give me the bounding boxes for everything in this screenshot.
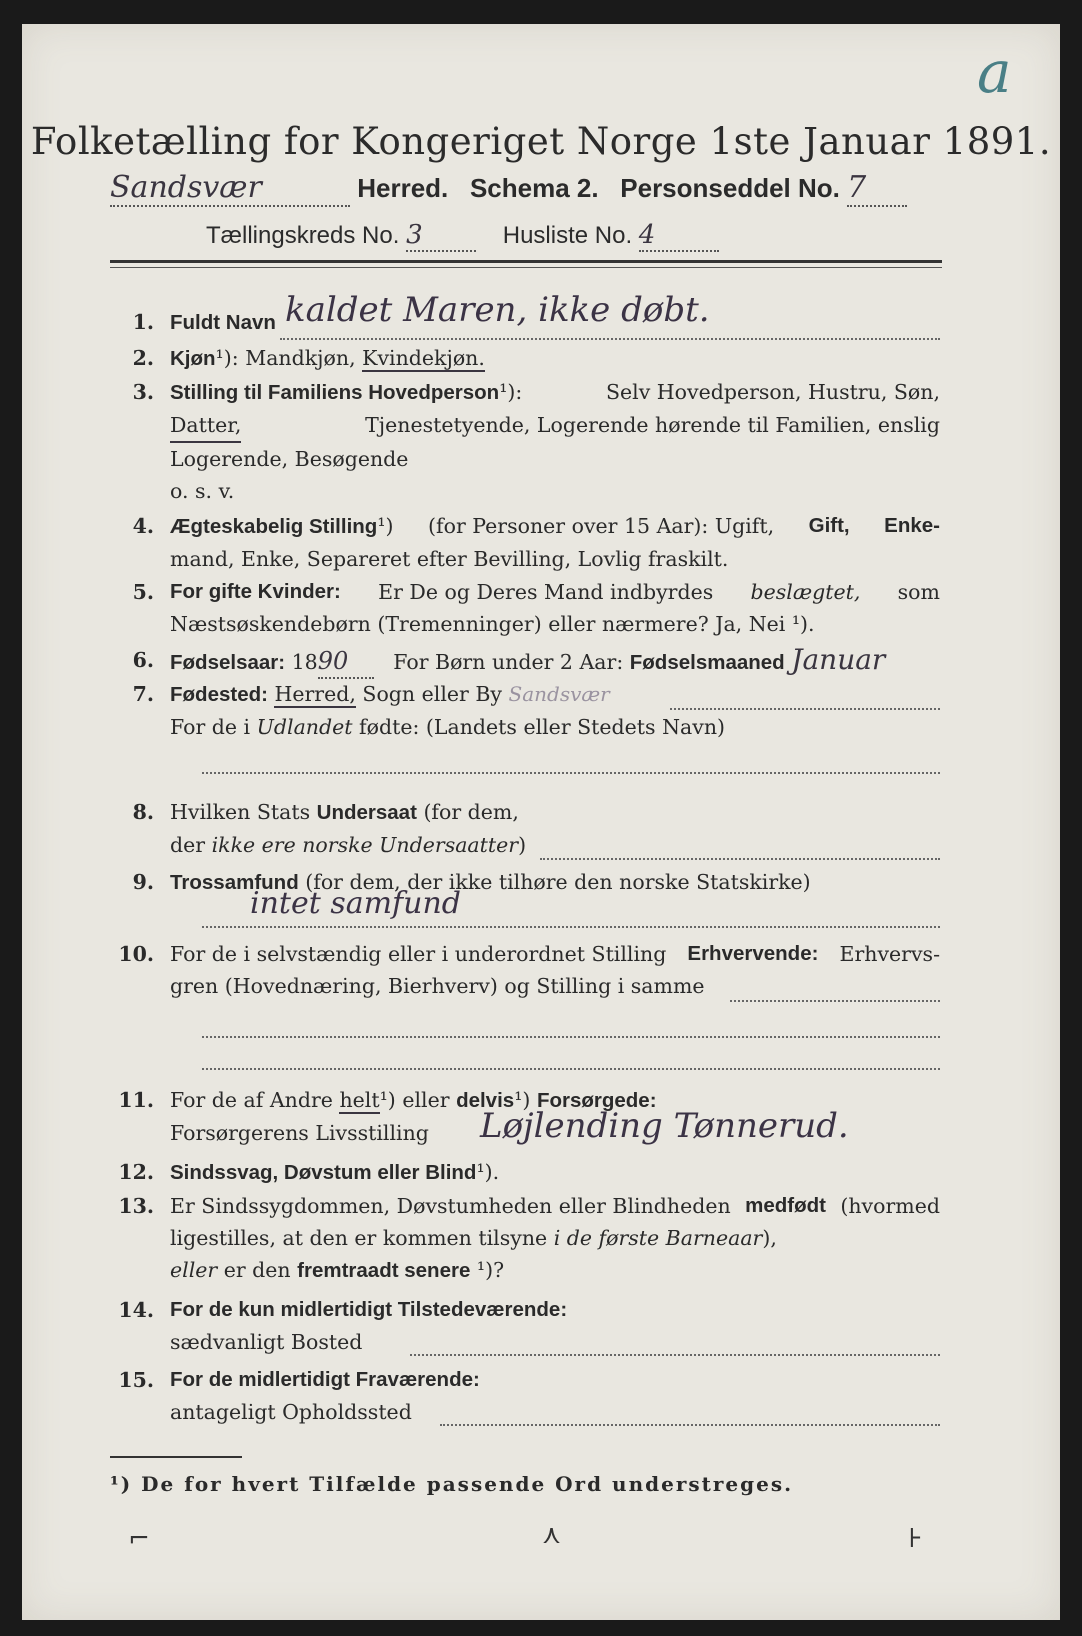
support-text-1: For de af Andre (170, 1088, 333, 1112)
birth-year-label: Fødselsaar: (170, 651, 286, 674)
support-label: Forsørgede: (536, 1089, 657, 1112)
husliste-number: 4 (639, 220, 719, 252)
kreds-label: Tællingskreds No. (206, 222, 400, 249)
married-women-text: Er De og Deres Mand indbyrdes (378, 580, 714, 604)
congenital-text-4: ), (762, 1226, 777, 1250)
married-women-options: Næstsøskendebørn (Tremenninger) eller nærmere? Ja, Nei ¹). (170, 612, 815, 636)
question-15 (110, 1364, 942, 1430)
position-options-1: Selv Hovedperson, Hustru, Søn, (605, 380, 940, 404)
birthplace-label: Fødested: (170, 683, 268, 706)
married-women-label: For gifte Kvinder: (170, 580, 341, 603)
header-row-2 (206, 220, 719, 252)
congenital-text-italic: i de første Barneaar (553, 1226, 763, 1250)
herred-name: Sandsvær (110, 170, 350, 207)
question-number: 7. (132, 682, 154, 706)
abroad-line (202, 772, 940, 774)
question-number: 6. (132, 648, 154, 672)
supporter-occupation-answer: Løjlending Tønnerud. (480, 1106, 849, 1146)
question-number: 9. (132, 870, 154, 894)
married-women-som: som (897, 580, 940, 604)
presumed-residence-label: antageligt Opholdssted (170, 1400, 412, 1424)
question-10 (110, 938, 942, 1038)
later-text-2: ¹)? (476, 1258, 505, 1282)
abroad-text-2: fødte: (Landets eller Stedets Navn) (359, 715, 726, 739)
birth-month-answer: Januar (791, 643, 886, 676)
citizenship-label-1: Hvilken Stats (170, 800, 311, 824)
question-number: 12. (118, 1160, 154, 1184)
census-form-page (22, 24, 1060, 1620)
religion-text: (for dem, der ikke tilhøre den norske Statskirke) (305, 870, 811, 894)
question-number: 3. (132, 380, 154, 404)
full-name-answer: kaldet Maren, ikke døbt. (285, 290, 710, 330)
birth-month-label: Fødselsmaaned (629, 651, 785, 674)
occupation-line-3 (202, 1068, 940, 1070)
marital-option-gift: Gift, (808, 514, 850, 537)
citizenship-label: Undersaat (316, 801, 417, 824)
position-options-4: o. s. v. (170, 479, 235, 503)
personseddel-number: 7 (847, 170, 907, 207)
religion-label: Trossamfund (170, 871, 299, 894)
support-text-2: eller (402, 1088, 450, 1112)
personseddel-label: Personseddel No. (620, 173, 840, 203)
tick-mark-center: ⋏ (542, 1520, 562, 1550)
question-number: 5. (132, 580, 154, 604)
citizenship-line (540, 858, 940, 860)
footnote-ref: ¹). (476, 1160, 500, 1184)
question-number: 14. (118, 1298, 154, 1322)
question-6 (110, 644, 942, 678)
footnote-ref: ¹) (377, 514, 394, 538)
occupation-label: Erhvervende: (687, 942, 819, 965)
occupation-line-1 (730, 1000, 940, 1002)
birth-year-answer: 90 (318, 645, 374, 679)
later-text-italic: eller (170, 1258, 218, 1282)
citizenship-text-italic: ikke ere norske Undersaatter (211, 833, 519, 857)
occupation-text-2: Erhvervs- (839, 942, 940, 966)
temporary-absent-label: For de midlertidigt Fraværende: (170, 1368, 480, 1391)
marital-options-1: (for Personer over 15 Aar): Ugift, (428, 514, 775, 538)
usual-residence-label: sædvanligt Bosted (170, 1330, 363, 1354)
birth-year-prefix: 18 (291, 650, 318, 674)
later-label: fremtraadt senere (297, 1259, 471, 1282)
tick-mark-left: ⌐ (128, 1524, 150, 1554)
schema-label: Schema 2. (469, 173, 599, 203)
footnote-ref: ¹): (499, 380, 523, 404)
form-title: Folketælling for Kongeriget Norge 1ste Januar 1891. (30, 120, 1052, 163)
congenital-text-2: (hvormed (840, 1194, 940, 1218)
question-number: 4. (132, 514, 154, 538)
sex-option-male: Mandkjøn, (245, 346, 356, 370)
footnote-ref: ¹) (514, 1088, 531, 1112)
question-3 (110, 376, 942, 506)
header-rule (110, 260, 942, 263)
full-name-label: Fuldt Navn (170, 311, 276, 334)
question-13 (110, 1190, 942, 1290)
husliste-label: Husliste No. (502, 222, 633, 249)
header-row-1 (110, 170, 907, 207)
temporary-present-label: For de kun midlertidigt Tilstedeværende: (170, 1298, 568, 1321)
tick-mark-right: ⊦ (908, 1524, 923, 1554)
sex-option-female: Kvindekjøn. (362, 346, 485, 370)
question-1 (110, 290, 942, 346)
footnote-ref: ¹) (379, 1088, 396, 1112)
occupation-text-1: For de i selvstændig eller i underordnet Stilling (170, 942, 667, 966)
married-women-related: beslægtet, (750, 580, 861, 604)
birthplace-options: Sogn eller By (362, 682, 502, 706)
disability-label: Sindssvag, Døvstum eller Blind (170, 1161, 477, 1184)
question-number: 15. (118, 1368, 154, 1392)
religion-line (202, 926, 940, 928)
position-option-datter: Datter, (170, 409, 241, 443)
later-text-1: er den (223, 1258, 291, 1282)
footnote: ¹) De for hvert Tilfælde passende Ord understreges. (110, 1472, 794, 1496)
occupation-line-2 (202, 1036, 940, 1038)
congenital-text-3: ligestilles, at den er kommen tilsyne (170, 1226, 548, 1250)
question-9 (110, 866, 942, 936)
supporter-occupation-label: Forsørgerens Livsstilling (170, 1121, 429, 1145)
question-11 (110, 1084, 942, 1154)
presumed-residence-line (440, 1424, 940, 1426)
question-4 (110, 510, 942, 576)
usual-residence-line (410, 1354, 940, 1356)
question-number: 13. (118, 1194, 154, 1218)
citizenship-text-3: ) (518, 833, 527, 857)
occupation-text-3: gren (Hovednæring, Bierhverv) og Stilling i samme (170, 974, 705, 998)
congenital-text-1: Er Sindssygdommen, Døvstumheden eller Blindheden (170, 1194, 731, 1218)
full-name-line (280, 338, 940, 340)
question-number: 11. (118, 1088, 154, 1112)
question-number: 2. (132, 346, 154, 370)
abroad-text-udlandet: Udlandet (256, 715, 353, 739)
question-7 (110, 678, 942, 778)
support-option-helt: helt (339, 1088, 380, 1112)
marital-option-enke: Enke- (884, 514, 940, 537)
marital-options-2: mand, Enke, Separeret efter Bevilling, Lovlig fraskilt. (170, 547, 729, 571)
footnote-ref: ¹): (215, 346, 239, 370)
herred-label: Herred. (357, 173, 449, 203)
question-8 (110, 796, 942, 866)
sex-label: Kjøn (170, 347, 216, 370)
kreds-number: 3 (406, 220, 476, 252)
position-options-3: Logerende, Besøgende (170, 447, 409, 471)
corner-mark: a (977, 38, 1012, 106)
citizenship-text: (for dem, (423, 800, 519, 824)
abroad-text-1: For de i (170, 715, 251, 739)
footnote-rule (110, 1456, 242, 1458)
birthplace-line (670, 708, 940, 710)
question-5 (110, 576, 942, 642)
citizenship-text-2: der (170, 833, 206, 857)
header-rule-thin (110, 267, 942, 268)
support-option-delvis: delvis (456, 1089, 515, 1112)
birthplace-option-herred: Herred, (274, 682, 356, 706)
congenital-label: medfødt (745, 1194, 826, 1217)
question-14 (110, 1294, 942, 1360)
position-label: Stilling til Familiens Hovedperson (170, 381, 500, 404)
birth-month-text: For Børn under 2 Aar: (393, 650, 624, 674)
question-number: 8. (132, 800, 154, 824)
religion-answer: intet samfund (250, 886, 461, 921)
question-number: 1. (132, 310, 154, 334)
position-options-2: Tjenestetyende, Logerende hørende til Familien, enslig (365, 413, 940, 437)
question-number: 10. (118, 942, 154, 966)
birthplace-answer: Sandsvær (508, 682, 610, 706)
marital-label: Ægteskabelig Stilling (170, 515, 378, 538)
